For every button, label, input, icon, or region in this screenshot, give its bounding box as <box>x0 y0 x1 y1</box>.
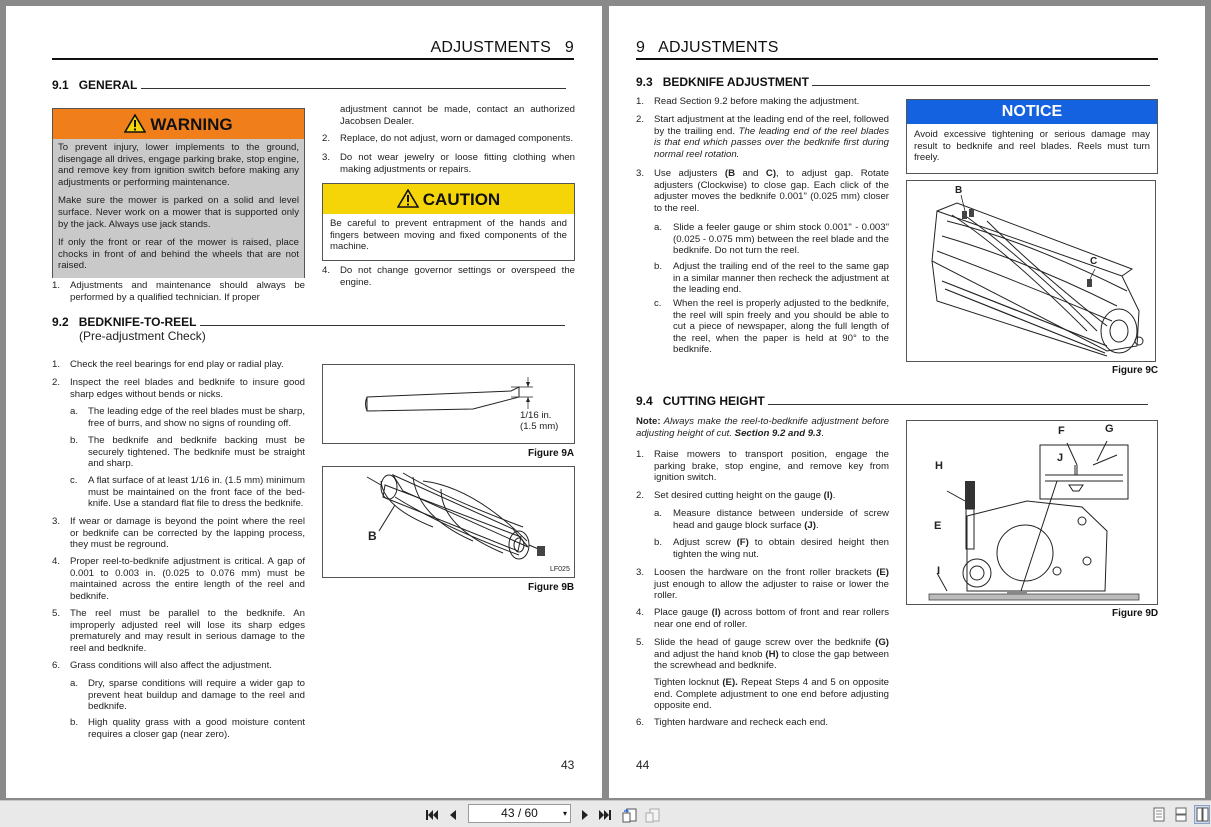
list-letter: a. <box>654 222 663 233</box>
list-letter: a. <box>70 406 79 417</box>
list-subitem: Adjust the trailing end of the reel to the same gap in a similar manner then recheck the adjustment at the leading end. <box>673 261 889 296</box>
label-i: I <box>937 565 941 577</box>
last-page-icon <box>598 809 612 821</box>
label-e: E <box>934 520 942 532</box>
list-item: Adjustments and maintenance should always be performed by a qualified technician. If proper <box>70 280 305 303</box>
caution-box <box>322 183 575 261</box>
section-9-3-heading: 9.3 BEDKNIFE ADJUSTMENT <box>636 75 1158 89</box>
list-number: 6. <box>52 660 61 671</box>
warning-text-1: To prevent injury, lower implements to the ground, disengage all drives, engage parking brake, stop engine, and remove key from ignition switch before making any adjustments or performing maintenance. <box>58 142 299 188</box>
header-rule <box>52 58 574 60</box>
navigation-toolbar <box>0 800 1211 827</box>
figure-9a <box>322 364 575 444</box>
notice-header: NOTICE <box>907 100 1157 124</box>
list-number: 6. <box>636 717 645 728</box>
previous-page-icon <box>449 809 457 821</box>
list-number: 1. <box>52 359 61 370</box>
list-number: 1. <box>636 96 645 107</box>
section-9-4-heading: 9.4 CUTTING HEIGHT <box>636 394 1158 408</box>
forward-view-icon <box>644 807 660 823</box>
page-number: 43 <box>561 758 575 772</box>
page-number: 44 <box>636 758 650 772</box>
dimension-label-in: 1/16 in. <box>520 410 552 421</box>
reel-illustration <box>323 467 574 577</box>
note-text: Note: Always make the reel-to-bedknife adjustment before adjusting height of cut. Section 9.2 and 9.3. <box>636 416 889 439</box>
label-c: C <box>1090 256 1098 267</box>
list-item: Set desired cutting height on the gauge (I). <box>654 490 836 501</box>
first-page-button[interactable] <box>424 805 440 824</box>
list-item: Do not wear jewelry or loose fitting clothing when making adjustments or repairs. <box>340 152 575 175</box>
list-letter: c. <box>654 298 662 309</box>
list-item: Inspect the reel blades and bedknife to insure good sharp edges without bends or nicks. <box>70 377 305 400</box>
list-number: 4. <box>636 607 645 618</box>
figure-code: LF025 <box>550 566 570 573</box>
caution-triangle-icon <box>397 189 419 208</box>
warning-body <box>53 139 304 278</box>
list-item: Use adjusters (B and C), to adjust gap. Rotate adjusters (Clockwise) to close gap. Each click of the adjuster moves the bedknife 0.001" (0.025 mm) closer to the reel. <box>654 168 889 214</box>
list-item: If wear or damage is beyond the point where the reel or bedknife can be corrected by the lapping process, they must be reground. <box>70 516 305 551</box>
single-page-view-button[interactable] <box>1151 805 1167 824</box>
continuous-view-button[interactable] <box>1173 805 1189 824</box>
caution-text: Be careful to prevent entrapment of the hands and fingers between moving and fixed components of the machine. <box>330 218 567 253</box>
figure-9a-caption: Figure 9A <box>528 448 575 459</box>
list-subitem: The bedknife and bedknife backing must be securely tightened. The bedknife must be straight and sharp. <box>88 435 305 470</box>
figure-9d-caption: Figure 9D <box>1112 608 1159 619</box>
list-letter: c. <box>70 475 78 486</box>
list-item-continued: adjustment cannot be made, contact an authorized Jacobsen Dealer. <box>340 104 575 127</box>
warning-triangle-icon <box>124 114 146 133</box>
section-9-1-heading: 9.1 GENERAL <box>52 78 574 92</box>
list-item: Slide the head of gauge screw over the bedknife (G) and adjust the hand knob (H) to close the gap between the screwhead and bedknife. <box>654 637 889 672</box>
list-number: 5. <box>52 608 61 619</box>
list-number: 5. <box>636 637 645 648</box>
list-subitem: When the reel is properly adjusted to the bedknife, the reel will spin freely and you should be able to cut a piece of newspaper, along the full length of the reel, when the paper is held at 90° to the bedknife. <box>673 298 889 356</box>
figure-9c <box>906 180 1156 362</box>
list-letter: a. <box>654 508 663 519</box>
dimension-label-mm: (1.5 mm) <box>520 421 559 432</box>
label-j: J <box>1057 452 1064 464</box>
list-letter: b. <box>70 717 79 728</box>
list-item: Proper reel-to-bedknife adjustment is critical. A gap of 0.001 to 0.003 in. (0.025 to 0.076 mm) must be maintained across the entire length of the reel and bedknife. <box>70 556 305 602</box>
list-letter: a. <box>70 678 79 689</box>
warning-box <box>52 108 305 278</box>
list-item: Replace, do not adjust, worn or damaged components. <box>340 133 574 144</box>
notice-text: Avoid excessive tightening or serious damage may result to bedknife and reel blades. Reels must turn freely. <box>914 129 1150 164</box>
previous-page-button[interactable] <box>446 805 460 824</box>
list-item: The reel must be parallel to the bedknife. An improperly adjusted reel will lose its sharp edges prematurely and may result in serious damage to the reel and bedknife. <box>70 608 305 654</box>
list-number: 2. <box>636 490 645 501</box>
label-f: F <box>1058 425 1065 437</box>
section-9-2-subtitle: (Pre-adjustment Check) <box>79 329 206 343</box>
list-item: Loosen the hardware on the front roller brackets (E) just enough to allow the adjuster to raise or lower the roller. <box>654 567 889 602</box>
list-subitem: High quality grass with a good moisture content requires a closer gap (near zero). <box>88 717 305 740</box>
reel-assembly-illustration <box>907 181 1155 361</box>
page-number-selector[interactable] <box>468 804 571 823</box>
page-44 <box>609 6 1205 798</box>
list-item: Raise mowers to transport position, engage the parking brake, stop engine, and remove key from ignition switch. <box>654 449 889 484</box>
page-indicator: 43 / 60 <box>501 806 538 820</box>
continuous-page-icon <box>1175 807 1187 822</box>
next-page-icon <box>581 809 589 821</box>
list-number: 2. <box>636 114 645 125</box>
list-subitem: Measure distance between underside of screw head and gauge block surface (J). <box>673 508 889 531</box>
figure-9d <box>906 420 1158 605</box>
list-number: 3. <box>636 168 645 179</box>
list-subitem: Slide a feeler gauge or shim stock 0.001" - 0.003" (0.025 - 0.075 mm) between the reel blade and the bedknife. Do not turn the reel. <box>673 222 889 257</box>
page-header: 9 ADJUSTMENTS <box>636 39 779 56</box>
list-number: 3. <box>636 567 645 578</box>
figure-9c-caption: Figure 9C <box>1112 365 1159 376</box>
label-g: G <box>1105 423 1114 435</box>
list-letter: b. <box>654 261 663 272</box>
list-number: 1. <box>52 280 61 291</box>
list-number: 2. <box>52 377 61 388</box>
list-number: 3. <box>52 516 61 527</box>
list-item: Grass conditions will also affect the adjustment. <box>70 660 272 671</box>
warning-text-2: Make sure the mower is parked on a solid and level surface. Never work on a mower that is supported only by the jack. Always use jack stands. <box>58 195 299 230</box>
list-item: Check the reel bearings for end play or radial play. <box>70 359 284 370</box>
facing-pages-view-button[interactable] <box>1194 805 1210 824</box>
page-header: ADJUSTMENTS 9 <box>430 39 574 56</box>
list-letter: b. <box>70 435 79 446</box>
list-subitem: Dry, sparse conditions will require a wider gap to prevent heat buildup and damage to the reel and bedknife. <box>88 678 305 713</box>
notice-box <box>906 99 1158 174</box>
single-page-icon <box>1153 807 1165 822</box>
next-page-button[interactable] <box>578 805 592 824</box>
facing-pages-icon <box>1196 807 1209 822</box>
list-item: Tighten hardware and recheck each end. <box>654 717 829 728</box>
figure-9b <box>322 466 575 578</box>
list-item: Start adjustment at the leading end of the reel, followed by the trailing end. The leading end of the reel blades is that end which passes over the bedknife first during normal reel rotation. <box>654 114 890 160</box>
caution-header: CAUTION <box>323 184 574 214</box>
first-page-icon <box>425 809 439 821</box>
warning-header: WARNING <box>53 109 304 139</box>
list-number: 4. <box>322 265 331 276</box>
last-page-button[interactable] <box>597 805 613 824</box>
go-forward-view-button[interactable] <box>643 805 661 824</box>
list-subitem: A flat surface of at least 1/16 in. (1.5 mm) minimum must be maintained on the front face of the bed-knife. Use a standard flat file to dress the bedknife. <box>88 475 305 510</box>
warning-text-3: If only the front or rear of the mower is raised, place chocks in front of and behind the wheels that are not raised. <box>58 237 299 272</box>
list-item-paragraph: Tighten locknut (E). Repeat Steps 4 and 5 on opposite end. Complete adjustment to one end before adjusting opposite end. <box>654 677 890 712</box>
chevron-down-icon: ▾ <box>562 809 567 818</box>
list-number: 2. <box>322 133 331 144</box>
page-43 <box>6 6 602 798</box>
list-subitem: The leading edge of the reel blades must be sharp, free of burrs, and show no signs of rounding off. <box>88 406 305 429</box>
list-item: Place gauge (I) across bottom of front and rear rollers near one end of roller. <box>654 607 889 630</box>
cutting-height-gauge-illustration <box>907 421 1157 604</box>
list-item: Read Section 9.2 before making the adjustment. <box>654 96 860 107</box>
list-subitem: Adjust screw (F) to obtain desired height then tighten the wing nut. <box>673 537 889 560</box>
label-b: B <box>368 529 377 543</box>
list-letter: b. <box>654 537 663 548</box>
go-back-view-button[interactable] <box>620 805 638 824</box>
list-item: Do not change governor settings or overspeed the engine. <box>340 265 575 288</box>
section-9-2-heading: 9.2 BEDKNIFE-TO-REEL <box>52 315 574 329</box>
header-rule <box>636 58 1158 60</box>
label-b: B <box>955 185 963 196</box>
list-number: 1. <box>636 449 645 460</box>
figure-9b-caption: Figure 9B <box>528 582 575 593</box>
label-h: H <box>935 460 943 472</box>
back-view-icon <box>621 807 637 823</box>
list-number: 4. <box>52 556 61 567</box>
list-number: 3. <box>322 152 331 163</box>
